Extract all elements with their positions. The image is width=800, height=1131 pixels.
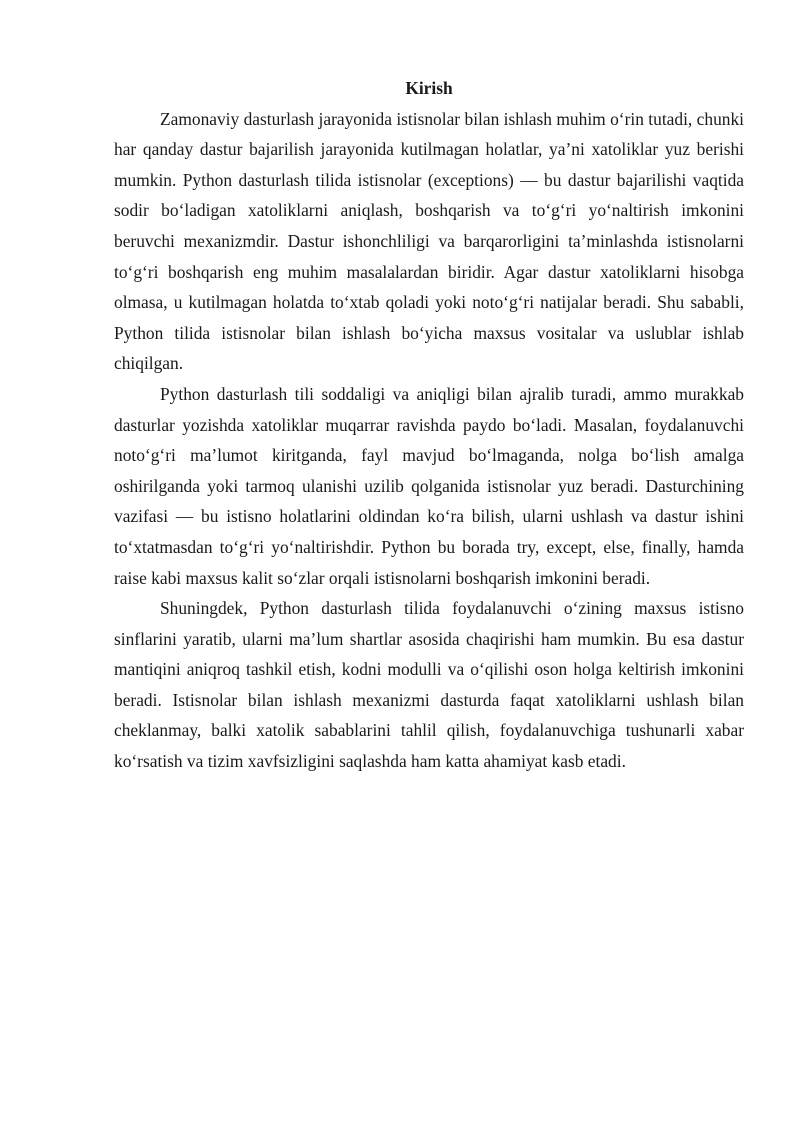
paragraph-2: Python dasturlash tili soddaligi va aniqligi bilan ajralib turadi, ammo murakkab dasturlar yozishda xatoliklar muqarrar ravishda paydo bo‘ladi. Masalan, foydalanuvchi noto‘g‘ri ma’lumot kiritganda, fayl mavjud bo‘lmaganda, nolga bo‘lish amalga oshirilganda yoki tarmoq ulanishi uzilib qolganida istisnolar yuz beradi. Dasturchining vazifasi — bu istisno holatlarini oldindan ko‘ra bilish, ularni ushlash va dastur ishini to‘xtatmasdan to‘g‘ri yo‘naltirishdir. Python bu borada try, except, else, finally, hamda raise kabi maxsus kalit so‘zlar orqali istisnolarni boshqarish imkonini beradi. (114, 383, 744, 588)
document-body (114, 73, 744, 777)
page-title: Kirish (405, 78, 453, 98)
paragraph-3: Shuningdek, Python dasturlash tilida foydalanuvchi o‘zining maxsus istisno sinflarini yaratib, ularni ma’lum shartlar asosida chaqirishi ham mumkin. Bu esa dastur mantiqini aniqroq tashkil etish, kodni modulli va o‘qilishi oson holga keltirish imkonini beradi. Istisnolar bilan ishlash mexanizmi dasturda faqat xatoliklarni ushlash bilan cheklanmay, balki xatolik sabablarini tahlil qilish, foydalanuvchiga tushunarli xabar ko‘rsatish va tizim xavfsizligini saqlashda ham katta ahamiyat kasb etadi. (114, 598, 744, 772)
paragraph-1: Zamonaviy dasturlash jarayonida istisnolar bilan ishlash muhim o‘rin tutadi, chunki har qanday dastur bajarilish jarayonida kutilmagan holatlar, ya’ni xatoliklar yuz berishi mumkin. Python dasturlash tilida istisnolar (exceptions) — bu dastur bajarilishi vaqtida sodir bo‘ladigan xatoliklarni aniqlash, boshqarish va to‘g‘ri yo‘naltirish imkonini beruvchi mexanizmdir. Dastur ishonchliligi va barqarorligini ta’minlashda istisnolarni to‘g‘ri boshqarish eng muhim masalalardan biridir. Agar dastur xatoliklarni hisobga olmasa, u kutilmagan holatda to‘xtab qoladi yoki noto‘g‘ri natijalar beradi. Shu sababli, Python tilida istisnolar bilan ishlash bo‘yicha maxsus vositalar va uslublar ishlab chiqilgan. (114, 108, 744, 374)
